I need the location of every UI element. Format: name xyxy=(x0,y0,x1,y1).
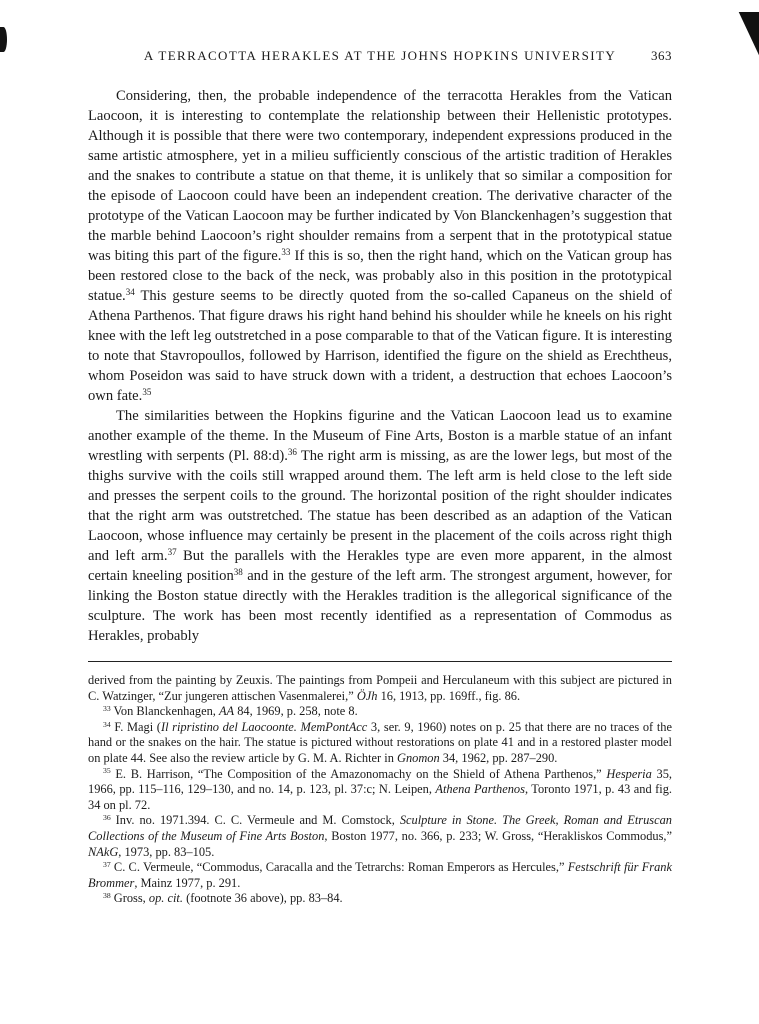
scan-artifact-left xyxy=(0,27,7,52)
body-paragraph xyxy=(88,86,672,406)
italic-text: Gnomon xyxy=(397,750,440,765)
text-run: Inv. no. 1971.394. C. C. Vermeule and M. Comstock, xyxy=(110,813,400,828)
text-run: E. B. Harrison, “The Composition of the Amazonomachy on the Shield of Athena Parthenos,” xyxy=(110,766,607,781)
footnote-ref: 36 xyxy=(287,447,297,458)
footnote-ref: 38 xyxy=(233,567,243,578)
footnote-37 xyxy=(88,860,672,891)
text-run: 3, ser. 9, 1960) notes on p. 25 that there are no traces of the hand or the snakes on the hair. The statue is pictured without restorations on plate 41 and in a restored plaster model on plate 44. See also the review article by G. M. A. Richter in xyxy=(88,719,672,765)
italic-text: Hesperia xyxy=(606,766,652,781)
footnote-36 xyxy=(88,813,672,860)
text-run: , Boston 1977, no. 366, p. 233; W. Gross, “Herakliskos Commodus,” xyxy=(324,828,673,843)
text-run: This gesture seems to be directly quoted from the so-called Capaneus on the shield of Athena Parthenos. That figure draws his right hand behind his shoulder while he kneels on his right knee with the left leg outstretched in a pose comparable to that of the Vatican figure. It is interesting to note that Stavropoullos, followed by Harrison, identified the figure on the shield as Erechtheus, whom Poseidon was said to have struck down with a trident, a destruction that echoes Laocoon’s own fate. xyxy=(88,288,672,404)
text-run: Von Blanckenhagen, xyxy=(110,704,219,719)
footnote-ref: 34 xyxy=(125,287,135,298)
italic-text: op. cit. xyxy=(148,891,183,906)
text-run: (footnote 36 above), pp. 83–84. xyxy=(182,891,343,906)
footnote-38 xyxy=(88,891,672,907)
text-run: The right arm is missing, as are the lower legs, but most of the thighs survive with the coils still wrapped around them. The left arm is held close to the left side and presses the serpent coils to the ground. The horizontal position of the right shoulder indicates that the right arm was outstretched. The statue has been described as an adaption of the Vatican Laocoon, whose influence may certainly be present in the placement of the coils across right thigh and left arm. xyxy=(88,448,672,564)
text-run: Gross, xyxy=(110,891,149,906)
text-run: F. Magi ( xyxy=(110,719,161,734)
footnote-ref: 38 xyxy=(103,891,111,901)
text-run: C. C. Vermeule, “Commodus, Caracalla and the Tetrarchs: Roman Emperors as Hercules,” xyxy=(110,860,568,875)
footnote-continuation xyxy=(88,673,672,704)
text-run: 34, 1962, pp. 287–290. xyxy=(439,750,558,765)
italic-text: NAkG xyxy=(88,844,119,859)
text-run: , 1973, pp. 83–105. xyxy=(118,844,215,859)
footnote-ref: 33 xyxy=(103,703,111,713)
footnote-ref: 37 xyxy=(167,547,177,558)
italic-text: Sculpture in Stone. The Greek, Roman and Etruscan Collections of the Museum of Fine Arts Boston xyxy=(88,813,672,843)
text-run: , Mainz 1977, p. 291. xyxy=(134,875,241,890)
text-run: If this is so, then the right hand, which on the Vatican group has been restored close to the back of the neck, was probably also in this position in the prototypical statue. xyxy=(88,248,672,304)
text-run: , Toronto 1971, p. 43 and fig. 34 on pl. 72. xyxy=(88,782,673,812)
footnotes-section xyxy=(88,673,672,907)
running-title: A TERRACOTTA HERAKLES AT THE JOHNS HOPKINS UNIVERSITY xyxy=(143,48,617,63)
text-run: 16, 1913, pp. 169ff., fig. 86. xyxy=(377,688,521,703)
footnote-divider xyxy=(88,661,672,662)
text-run: derived from the painting by Zeuxis. The paintings from Pompeii and Herculaneum with this subject are pictured in C. Watzinger, “Zur jungeren attischen Vasenmalerei,” xyxy=(88,673,672,703)
page-header xyxy=(88,48,672,64)
footnote-ref: 37 xyxy=(103,859,111,869)
footnote-33 xyxy=(88,704,672,720)
text-run: 84, 1969, p. 258, note 8. xyxy=(234,704,358,719)
text-run: 35, 1966, pp. 115–116, 129–130, and no. 14, p. 123, pl. 37:c; N. Leipen, xyxy=(88,766,672,797)
footnote-ref: 34 xyxy=(103,719,111,729)
text-run: Considering, then, the probable independence of the terracotta Herakles from the Vatican Laocoon, it is interesting to contemplate the relationship between their Hellenistic prototypes. Although it is possible that there were two contemporary, independent expressions produced in the same artistic atmosphere, yet in a milieu sufficiently conscious of the artistic tradition of Herakles and the snakes to contribute a statue on that theme, it is unlikely that so similar a composition for the episode of Laocoon could have been an independent creation. The derivative character of the prototype of the Vatican Laocoon may be further indicated by Von Blanckenhagen’s suggestion that the marble behind Laocoon’s right shoulder remains from a serpent that in the prototypical statue was biting this part of the figure. xyxy=(88,88,672,264)
text-run: But the parallels with the Herakles type are even more apparent, in the almost certain kneeling position xyxy=(88,548,672,584)
italic-text: Athena Parthenos xyxy=(435,782,525,797)
scan-artifact-right xyxy=(733,12,759,59)
italic-text: Il ripristino del Laocoonte. MemPontAcc xyxy=(160,719,368,734)
footnote-35 xyxy=(88,767,672,814)
body-paragraph xyxy=(88,406,672,646)
footnote-ref: 36 xyxy=(103,813,111,823)
italic-text: Festschrift für Frank Brommer xyxy=(88,860,672,890)
text-run: The similarities between the Hopkins figurine and the Vatican Laocoon lead us to examine another example of the theme. In the Museum of Fine Arts, Boston is a marble statue of an infant wrestling with serpents (Pl. 88:d). xyxy=(88,408,672,464)
footnote-ref: 33 xyxy=(281,247,291,258)
article-body xyxy=(88,86,672,646)
italic-text: AA xyxy=(218,704,235,719)
footnote-34 xyxy=(88,720,672,767)
text-run: and in the gesture of the left arm. The strongest argument, however, for linking the Boston statue directly with the Herakles tradition is the allegorical significance of the sculpture. The work has been most recently identified as a representation of Commodus as Herakles, probably xyxy=(88,568,672,644)
page-number: 363 xyxy=(651,48,672,63)
italic-text: ÖJh xyxy=(356,688,378,703)
footnote-ref: 35 xyxy=(142,387,152,398)
footnote-ref: 35 xyxy=(103,766,111,776)
